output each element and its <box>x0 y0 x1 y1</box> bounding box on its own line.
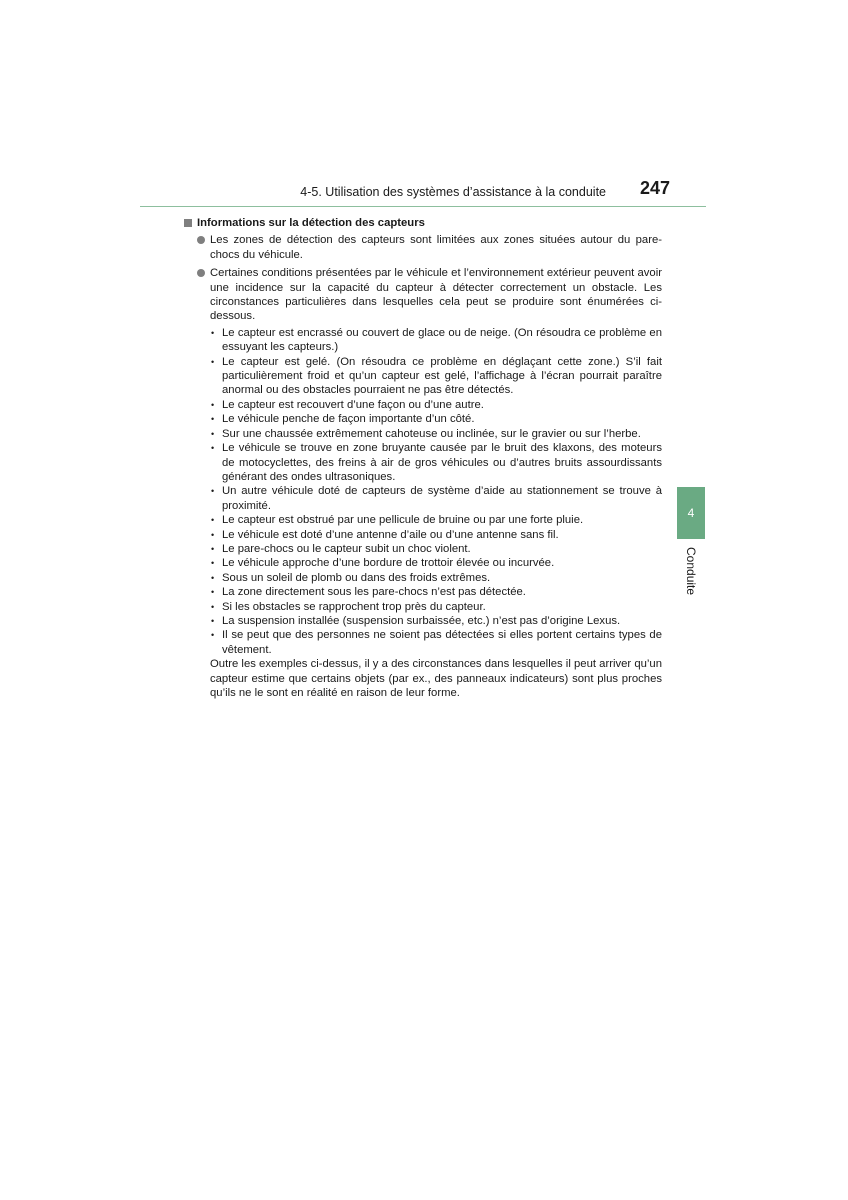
list-item-text: Le capteur est obstrué par une pellicule de bruine ou par une forte pluie. <box>222 514 584 527</box>
list-item: • Si les obstacles se rapprochent trop près du capteur. <box>211 600 486 613</box>
list-item: • Le véhicule penche de façon importante d’un côté. <box>211 413 475 426</box>
chapter-tab <box>677 487 705 539</box>
section-heading-text: Informations sur la détection des capteurs <box>197 217 425 229</box>
chapter-label: Conduite <box>684 547 698 596</box>
page-header <box>140 178 706 207</box>
circle-bullet-icon <box>197 236 205 244</box>
list-item-text: La zone directement sous les pare-chocs n’est pas détectée. <box>222 586 526 599</box>
list-item-text: Un autre véhicule doté de capteurs de système d’aide au stationnement se trouve à proximité. <box>222 485 662 512</box>
list-item-text: Si les obstacles se rapprochent trop près du capteur. <box>222 600 486 613</box>
closing-paragraph: Outre les exemples ci-dessus, il y a des circonstances dans lesquelles il peut arriver qu’un capteur estime que certains objets (par ex., des panneaux indicateurs) sont plus proches qu’ils ne le sont en réalité en raison de leur forme. <box>210 658 662 699</box>
list-item: • Le pare-chocs ou le capteur subit un choc violent. <box>211 542 471 555</box>
chapter-number: 4 <box>687 506 695 520</box>
list-item-text: Le véhicule est doté d’une antenne d’aile ou d’une antenne sans fil. <box>222 528 559 541</box>
list-item-text: Le pare-chocs ou le capteur subit un choc violent. <box>222 542 471 555</box>
list-item: • La zone directement sous les pare-chocs n’est pas détectée. <box>211 586 526 599</box>
bullet-item <box>184 266 662 700</box>
section-heading <box>184 216 662 230</box>
list-item-text: Le véhicule approche d’une bordure de trottoir élevée ou incurvée. <box>222 557 555 570</box>
bullet-text: Les zones de détection des capteurs sont limitées aux zones situées autour du pare-chocs du véhicule. <box>210 234 662 261</box>
list-item: • Le véhicule se trouve en zone bruyante causée par le bruit des klaxons, des moteurs de motocyclettes, des freins à air de gros véhicules ou d’autres bruits assourdissants générant des ondes ultrasoniques. <box>211 442 662 483</box>
list-item: • Il se peut que des personnes ne soient pas détectées si elles portent certains types de vêtement. <box>211 629 662 656</box>
list-item-text: La suspension installée (suspension surbaissée, etc.) n’est pas d’origine Lexus. <box>222 614 621 627</box>
list-item: • Sous un soleil de plomb ou dans des froids extrêmes. <box>211 571 491 584</box>
section-title: 4-5. Utilisation des systèmes d’assistance à la conduite <box>300 185 606 199</box>
list-item-text: Le capteur est encrassé ou couvert de glace ou de neige. (On résoudra ce problème en essuyant les capteurs.) <box>222 326 662 354</box>
list-item: • Le capteur est obstrué par une pellicule de bruine ou par une forte pluie. <box>211 514 584 527</box>
list-item: • Le capteur est gelé. (On résoudra ce problème en déglaçant cette zone.) S’il fait particulièrement froid et qu’un capteur est gelé, l’affichage à l’écran pourrait paraître anormal ou des obstacles pourraient ne pas être détectés. <box>211 355 662 397</box>
circle-bullet-icon <box>197 269 205 277</box>
list-item-text: Sur une chaussée extrêmement cahoteuse ou inclinée, sur le gravier ou sur l’herbe. <box>222 427 641 440</box>
list-item-text: Le capteur est recouvert d’une façon ou d’une autre. <box>222 398 484 411</box>
page-number: 247 <box>639 178 670 198</box>
list-item: • Le capteur est encrassé ou couvert de glace ou de neige. (On résoudra ce problème en essuyant les capteurs.) <box>211 326 662 354</box>
list-item: • Un autre véhicule doté de capteurs de système d’aide au stationnement se trouve à proximité. <box>211 485 662 512</box>
bullet-item <box>184 233 662 262</box>
square-bullet-icon <box>184 219 192 227</box>
list-item-text: Le capteur est gelé. (On résoudra ce problème en déglaçant cette zone.) S’il fait particulièrement froid et qu’un capteur est gelé, l’affichage à l’écran pourrait paraître anormal ou des obstacles pourraient ne pas être détectés. <box>222 355 662 397</box>
list-item-text: Il se peut que des personnes ne soient pas détectées si elles portent certains types de vêtement. <box>222 629 662 656</box>
list-item-text: Sous un soleil de plomb ou dans des froids extrêmes. <box>222 571 491 584</box>
list-item: • Le véhicule approche d’une bordure de trottoir élevée ou incurvée. <box>211 557 555 570</box>
page-content <box>184 216 662 704</box>
list-item: • Sur une chaussée extrêmement cahoteuse ou inclinée, sur le gravier ou sur l’herbe. <box>211 427 641 440</box>
bullet-text: Certaines conditions présentées par le véhicule et l’environnement extérieur peuvent avoir une incidence sur la capacité du capteur à détecter correctement un obstacle. Les circonstances particulières dans lesquelles cela peut se produire sont énumérées ci-dessous. <box>210 267 662 323</box>
list-item: • La suspension installée (suspension surbaissée, etc.) n’est pas d’origine Lexus. <box>211 614 621 627</box>
list-item: • Le véhicule est doté d’une antenne d’aile ou d’une antenne sans fil. <box>211 528 559 541</box>
list-item: • Le capteur est recouvert d’une façon ou d’une autre. <box>211 398 484 411</box>
condition-list <box>210 326 662 657</box>
list-item-text: Le véhicule se trouve en zone bruyante causée par le bruit des klaxons, des moteurs de motocyclettes, des freins à air de gros véhicules ou d’autres bruits assourdissants générant des ondes ultrasoniques. <box>222 442 662 483</box>
list-item-text: Le véhicule penche de façon importante d’un côté. <box>222 413 475 426</box>
